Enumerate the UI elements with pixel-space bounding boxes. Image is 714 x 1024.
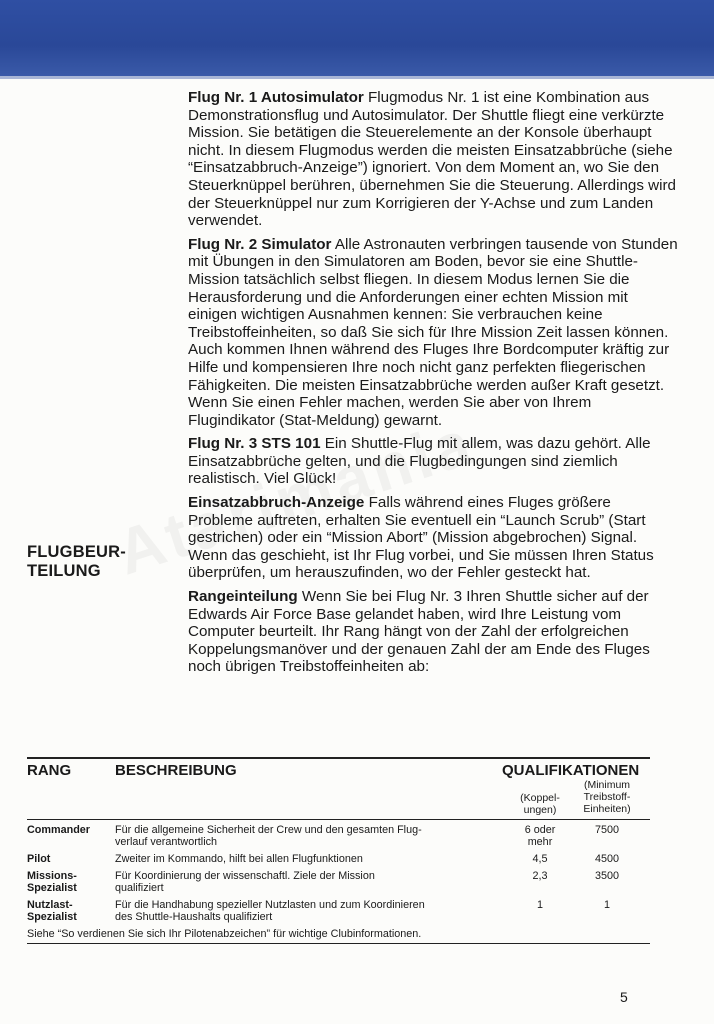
paragraph-flug-2 bbox=[188, 236, 678, 430]
paragraph-flug-3 bbox=[188, 435, 678, 488]
side-heading bbox=[27, 543, 157, 581]
rank-line: Nutzlast- bbox=[27, 899, 73, 911]
paragraph-text: Ein Shuttle-Flug mit allem, was dazu gehört. Alle Einsatzabbrüche gelten, und die Flugbedingungen sind ziemlich realistisch. Viel Glück! bbox=[188, 435, 651, 488]
paragraph-text: Alle Astronauten verbringen tausende von Stunden mit Übungen in den Simulatoren am Boden, bevor sie eine Shuttle-Mission tatsächlich selbst fliegen. In diesem Modus lernen Sie die Herausforderung und die Anforderungen einer echten Mission mit einigen wichtigen Ausnahmen kennen: Sie verbrauchen keine Treibstoffeinheiten, so daß Sie sich für Ihre Mission Zeit lassen können. Auch kommen Ihnen während des Fluges Ihre Bordcomputer kräftig zur Hilfe und kompensieren Ihre noch nicht ganz perfekten fliegerischen Fähigkeiten. Die meisten Einsatzabbrüche werden außer Kraft gesetzt. Wenn Sie einen Fehler machen, werden Sie aber von Ihrem Flugindikator (Stat-Meldung) gewarnt. bbox=[188, 235, 678, 429]
description-line: Für die Handhabung spezieller Nutzlasten und zum Koordinieren bbox=[115, 899, 425, 911]
side-heading-line-1: FLUGBEUR- bbox=[27, 543, 126, 561]
rank-line: Spezialist bbox=[27, 911, 77, 923]
table-bottom-rule bbox=[27, 943, 650, 944]
paragraph-text: Wenn Sie bei Flug Nr. 3 Ihren Shuttle sicher auf der Edwards Air Force Base gelandet haben, wird Ihre Leistung vom Computer beurteilt. Ihr Rang hängt von der Zahl der erfolgreichen Koppelungsmanöver und der genauen Zahl der am Ende des Fluges noch übrigen Treibstoffeinheiten ab: bbox=[188, 588, 650, 676]
paragraph-heading: Einsatzabbruch-Anzeige bbox=[188, 494, 365, 512]
description-cell bbox=[115, 899, 485, 923]
paragraph-rang bbox=[188, 588, 678, 676]
description-line: qualifiziert bbox=[115, 882, 164, 894]
value-line: mehr bbox=[527, 836, 553, 848]
paragraph-heading: Flug Nr. 3 STS 101 bbox=[188, 435, 321, 453]
koppelungen-cell bbox=[505, 824, 575, 848]
subheader-koppelungen bbox=[505, 792, 575, 816]
header-rang: RANG bbox=[27, 762, 72, 779]
page-number: 5 bbox=[620, 989, 628, 1005]
subheader-treibstoff bbox=[572, 779, 642, 815]
subheader-line: (Koppel- bbox=[520, 792, 560, 804]
paragraph-heading: Rangeinteilung bbox=[188, 588, 298, 606]
rank-cell bbox=[27, 824, 115, 836]
treibstoff-cell: 7500 bbox=[594, 824, 620, 836]
koppelungen-cell: 4,5 bbox=[532, 853, 548, 865]
treibstoff-cell: 1 bbox=[603, 899, 610, 911]
rank-cell bbox=[27, 899, 115, 923]
description-line: Für Koordinierung der wissenschaftl. Ziele der Mission bbox=[115, 870, 375, 882]
treibstoff-cell: 3500 bbox=[594, 870, 620, 882]
paragraph-heading: Flug Nr. 1 Autosimulator bbox=[188, 89, 364, 106]
top-banner bbox=[0, 0, 714, 76]
paragraph-text: Falls während eines Fluges größere Probleme auftreten, erhalten Sie eventuell ein “Launch Scrub” (Start gestrichen) oder ein “Mission Abort” (Mission abgebrochen) Signal. Wenn das geschieht, ist Ihr Flug vorbei, und Sie müssen Ihren Status überprüfen, um herauszufinden, wo der Fehler gesteckt hat. bbox=[188, 494, 654, 582]
treibstoff-cell: 4500 bbox=[594, 853, 620, 865]
side-heading-line-2: TEILUNG bbox=[27, 562, 101, 580]
subheader-line: Treibstoff- bbox=[583, 791, 631, 803]
rank-cell bbox=[27, 870, 115, 894]
description-line: Für die allgemeine Sicherheit der Crew und den gesamten Flug- bbox=[115, 824, 422, 836]
subheader-line: (Minimum bbox=[583, 779, 631, 791]
table-header-rule bbox=[27, 819, 650, 820]
banner-edge bbox=[0, 76, 714, 79]
description-line: verlauf verantwortlich bbox=[115, 836, 218, 848]
description-line: Zweiter im Kommando, hilft bei allen Flugfunktionen bbox=[115, 853, 363, 865]
rank-line: Missions- bbox=[27, 870, 77, 882]
body-text bbox=[188, 89, 678, 682]
paragraph-text: Flugmodus Nr. 1 ist eine Kombination aus Demonstrationsflug und Autosimulator. Der Shuttle fliegt eine verkürzte Mission. Sie betätigen die Steuerelemente an der Konsole überhaupt nicht. In diesem Flugmodus werden die meisten Einsatzabbrüche (siehe “Einsatzabbruch-Anzeige”) ignoriert. Von dem Moment an, wo Sie den Steuerknüppel berühren, übernehmen Sie die Steuerung. Allerdings wird der Steuerknüppel nur zum Korrigieren der Y-Achse und zum Landen verwendet. bbox=[188, 89, 677, 230]
description-line: des Shuttle-Haushalts qualifiziert bbox=[115, 911, 273, 923]
koppelungen-cell: 2,3 bbox=[532, 870, 548, 882]
subheader-line: ungen) bbox=[523, 804, 557, 816]
paragraph-flug-1 bbox=[188, 89, 678, 230]
rank-line: Pilot bbox=[27, 853, 51, 865]
value-line: 6 oder bbox=[524, 824, 556, 836]
rank-line: Commander bbox=[27, 824, 90, 836]
koppelungen-cell: 1 bbox=[536, 899, 543, 911]
description-cell bbox=[115, 824, 485, 848]
paragraph-heading: Flug Nr. 2 Simulator bbox=[188, 235, 332, 253]
description-cell bbox=[115, 870, 485, 894]
description-cell bbox=[115, 853, 485, 865]
rank-line: Spezialist bbox=[27, 882, 77, 894]
paragraph-abbruch bbox=[188, 494, 678, 582]
table-footnote: Siehe “So verdienen Sie sich Ihr Pilotenabzeichen” für wichtige Clubinformationen. bbox=[27, 928, 422, 940]
header-qualifikationen: QUALIFIKATIONEN bbox=[502, 762, 640, 779]
subheader-line: Einheiten) bbox=[583, 803, 631, 815]
header-beschreibung: BESCHREIBUNG bbox=[115, 762, 237, 779]
table-top-rule bbox=[27, 757, 650, 759]
rank-cell bbox=[27, 853, 115, 865]
